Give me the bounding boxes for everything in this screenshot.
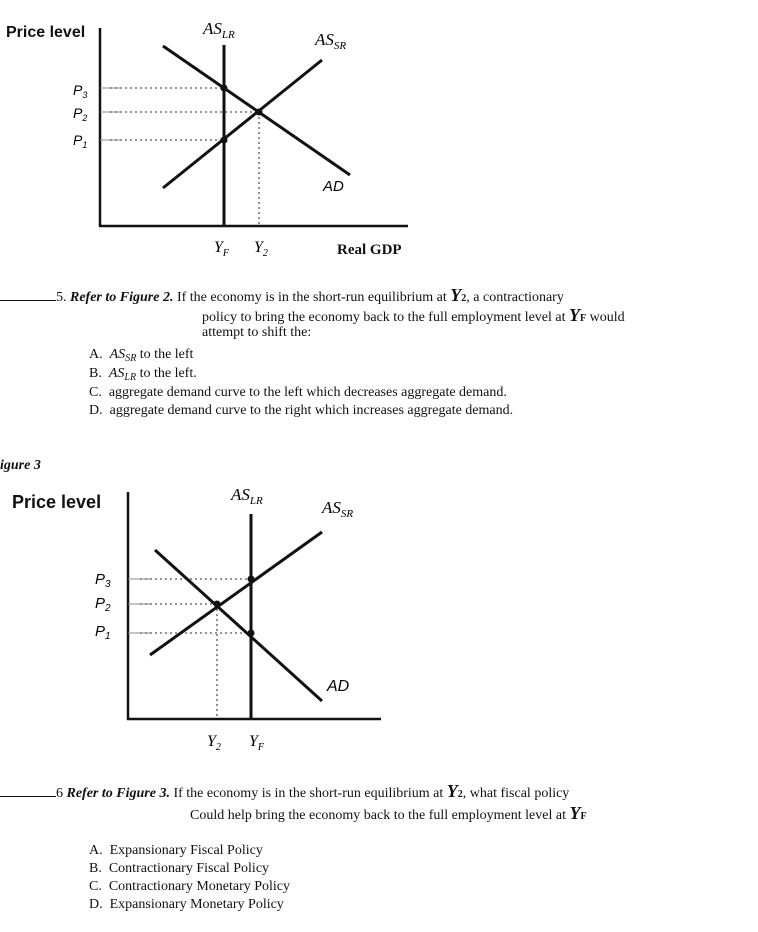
question6-text-b: , what fiscal policy bbox=[462, 786, 570, 801]
figure2-tick-p2: $P_2$ bbox=[73, 105, 88, 123]
figure2-as-sr-label: $AS_{SR}$ bbox=[315, 30, 347, 52]
question6-var-yf: YF bbox=[569, 803, 587, 823]
figure3-tick-y2: $Y_2$ bbox=[207, 733, 221, 753]
question6-option-b[interactable]: B. Contractionary Fiscal Policy bbox=[89, 861, 270, 876]
figure2-as-sr-curve bbox=[163, 60, 322, 188]
question6-line2: Could help bring the economy back to the full employment level at bbox=[190, 808, 566, 823]
figure3-caption: igure 3 bbox=[0, 458, 41, 473]
figure2-x-axis-label: Real GDP bbox=[337, 242, 402, 258]
figure2-graph bbox=[0, 0, 758, 270]
question6-figure-ref: Refer to Figure 3. bbox=[66, 786, 170, 801]
question6-option-d[interactable]: D. Expansionary Monetary Policy bbox=[89, 897, 284, 912]
figure3-tick-p2: $P_2$ bbox=[95, 595, 111, 614]
figure3-ad-label: AD bbox=[327, 678, 350, 695]
figure2-y-axis-label: Price level bbox=[6, 24, 86, 41]
question6-option-c[interactable]: C. Contractionary Monetary Policy bbox=[89, 879, 291, 894]
figure2-point-p1 bbox=[221, 137, 228, 144]
figure2-point-p3 bbox=[221, 85, 228, 92]
figure3-point-p3 bbox=[248, 576, 255, 583]
figure3-tick-p1: $P_1$ bbox=[95, 623, 111, 642]
question5-line2-a: policy to bring the economy back to the full employment level at bbox=[202, 310, 566, 325]
figure2-tick-yf: $Y_F$ bbox=[214, 239, 230, 259]
question5-option-a[interactable]: A. $AS_{SR}$ to the left bbox=[89, 347, 194, 364]
figure3-graph bbox=[0, 470, 758, 770]
question5-var-yf: YF bbox=[569, 305, 587, 325]
figure3-ad-curve bbox=[155, 550, 322, 701]
figure2-tick-p3: $P_3$ bbox=[73, 82, 88, 100]
question6-text-a: If the economy is in the short-run equilibrium at bbox=[173, 786, 444, 801]
question5-var-y2: Y2 bbox=[450, 285, 467, 305]
question5-text-b: , a contractionary bbox=[466, 290, 564, 305]
figure3-as-sr-curve bbox=[150, 532, 322, 655]
figure3-point-equilibrium bbox=[214, 601, 221, 608]
question6-var-y2: Y2 bbox=[446, 781, 463, 801]
figure3-tick-yf: $Y_F$ bbox=[249, 733, 265, 753]
question5 bbox=[0, 285, 758, 343]
figure3-y-axis-label: Price level bbox=[12, 492, 102, 512]
question5-option-c[interactable]: C. aggregate demand curve to the left which decreases aggregate demand. bbox=[89, 385, 507, 400]
figure2-ad-label: AD bbox=[323, 178, 344, 195]
question5-text-a: If the economy is in the short-run equilibrium at bbox=[176, 290, 447, 305]
figure2-tick-p1: $P_1$ bbox=[73, 132, 88, 150]
question6-number: 6 bbox=[56, 786, 63, 801]
question6 bbox=[0, 781, 758, 825]
question5-line2-b: would bbox=[589, 310, 625, 325]
question5-option-d[interactable]: D. aggregate demand curve to the right which increases aggregate demand. bbox=[89, 403, 514, 418]
figure3-tick-p3: $P_3$ bbox=[95, 571, 111, 590]
question6-answer-blank[interactable] bbox=[0, 782, 56, 797]
figure2-point-equilibrium bbox=[256, 109, 263, 116]
figure2-tick-y2: $Y_2$ bbox=[254, 239, 268, 259]
figure2-as-lr-label: $AS_{LR}$ bbox=[203, 19, 235, 41]
question6-options bbox=[89, 842, 290, 914]
question5-option-b[interactable]: B. $AS_{LR}$ to the left. bbox=[89, 366, 197, 383]
figure3-point-p1 bbox=[248, 630, 255, 637]
question5-line3: attempt to shift the: bbox=[202, 325, 312, 340]
question5-figure-ref: Refer to Figure 2. bbox=[70, 290, 174, 305]
question5-number: 5. bbox=[56, 290, 67, 305]
question5-options bbox=[89, 346, 513, 420]
figure3-as-lr-label: $AS_{LR}$ bbox=[231, 485, 263, 507]
figure3-as-sr-label: $AS_{SR}$ bbox=[322, 498, 354, 520]
question6-option-a[interactable]: A. Expansionary Fiscal Policy bbox=[89, 843, 263, 858]
question5-answer-blank[interactable] bbox=[0, 286, 56, 301]
